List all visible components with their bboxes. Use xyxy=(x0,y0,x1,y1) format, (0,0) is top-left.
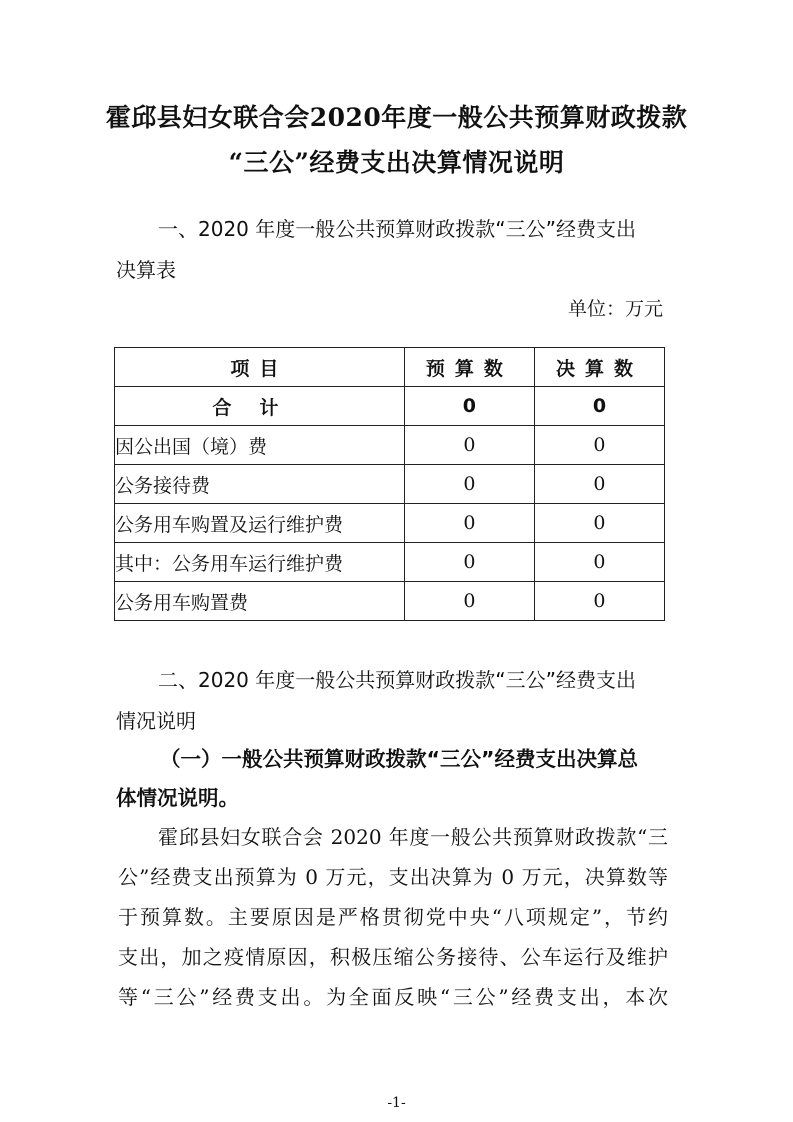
subheading-line2: 体情况说明。 xyxy=(116,786,239,810)
row-label: 公务用车购置及运行维护费 xyxy=(115,504,405,543)
row-final: 0 xyxy=(534,465,664,504)
row-label: 公务用车购置费 xyxy=(115,582,405,621)
row-final: 0 xyxy=(534,426,664,465)
paragraph-line: 公”经费支出预算为 0 万元，支出决算为 0 万元，决算数等 xyxy=(118,865,668,889)
table-row-total xyxy=(115,387,665,426)
table-row xyxy=(115,426,665,465)
row-final: 0 xyxy=(534,504,664,543)
table-row xyxy=(115,582,665,621)
unit-label: 单位：万元 xyxy=(567,298,663,320)
subheading-line1: （一）一般公共预算财政拨款“三公”经费支出决算总 xyxy=(160,747,638,771)
paragraph-line: 霍邱县妇女联合会 2020 年度一般公共预算财政拨款“三 xyxy=(158,825,668,849)
row-budget: 0 xyxy=(404,465,534,504)
header-budget: 预算数 xyxy=(404,348,534,387)
paragraph-line: 等“三公”经费支出。为全面反映“三公”经费支出，本次 xyxy=(118,985,668,1009)
table-row xyxy=(115,504,665,543)
document-title-line1: 霍邱县妇女联合会2020年度一般公共预算财政拨款 xyxy=(105,103,688,132)
row-budget: 0 xyxy=(404,543,534,582)
row-budget: 0 xyxy=(404,504,534,543)
total-budget: 0 xyxy=(404,387,534,426)
row-final: 0 xyxy=(534,543,664,582)
table-header-row xyxy=(115,348,665,387)
total-final: 0 xyxy=(534,387,664,426)
section2-heading-line1: 二、2020 年度一般公共预算财政拨款“三公”经费支出 xyxy=(158,668,636,692)
table-row xyxy=(115,543,665,582)
page-number: -1- xyxy=(387,1095,406,1111)
document-title-line2: “三公”经费支出决算情况说明 xyxy=(228,148,565,177)
header-item: 项目 xyxy=(115,348,405,387)
row-label: 因公出国（境）费 xyxy=(115,426,405,465)
budget-table xyxy=(114,347,665,621)
row-label: 其中：公务用车运行维护费 xyxy=(115,543,405,582)
row-budget: 0 xyxy=(404,582,534,621)
total-label: 合计 xyxy=(115,387,405,426)
header-final: 决算数 xyxy=(534,348,664,387)
row-final: 0 xyxy=(534,582,664,621)
row-budget: 0 xyxy=(404,426,534,465)
section2-heading-line2: 情况说明 xyxy=(116,709,196,733)
paragraph-line: 支出，加之疫情原因，积极压缩公务接待、公车运行及维护 xyxy=(118,945,668,969)
row-label: 公务接待费 xyxy=(115,465,405,504)
section1-heading-line2: 决算表 xyxy=(116,258,176,282)
section1-heading-line1: 一、2020 年度一般公共预算财政拨款“三公”经费支出 xyxy=(158,217,636,241)
paragraph-line: 于预算数。主要原因是严格贯彻党中央“八项规定”，节约 xyxy=(118,905,668,929)
table-row xyxy=(115,465,665,504)
